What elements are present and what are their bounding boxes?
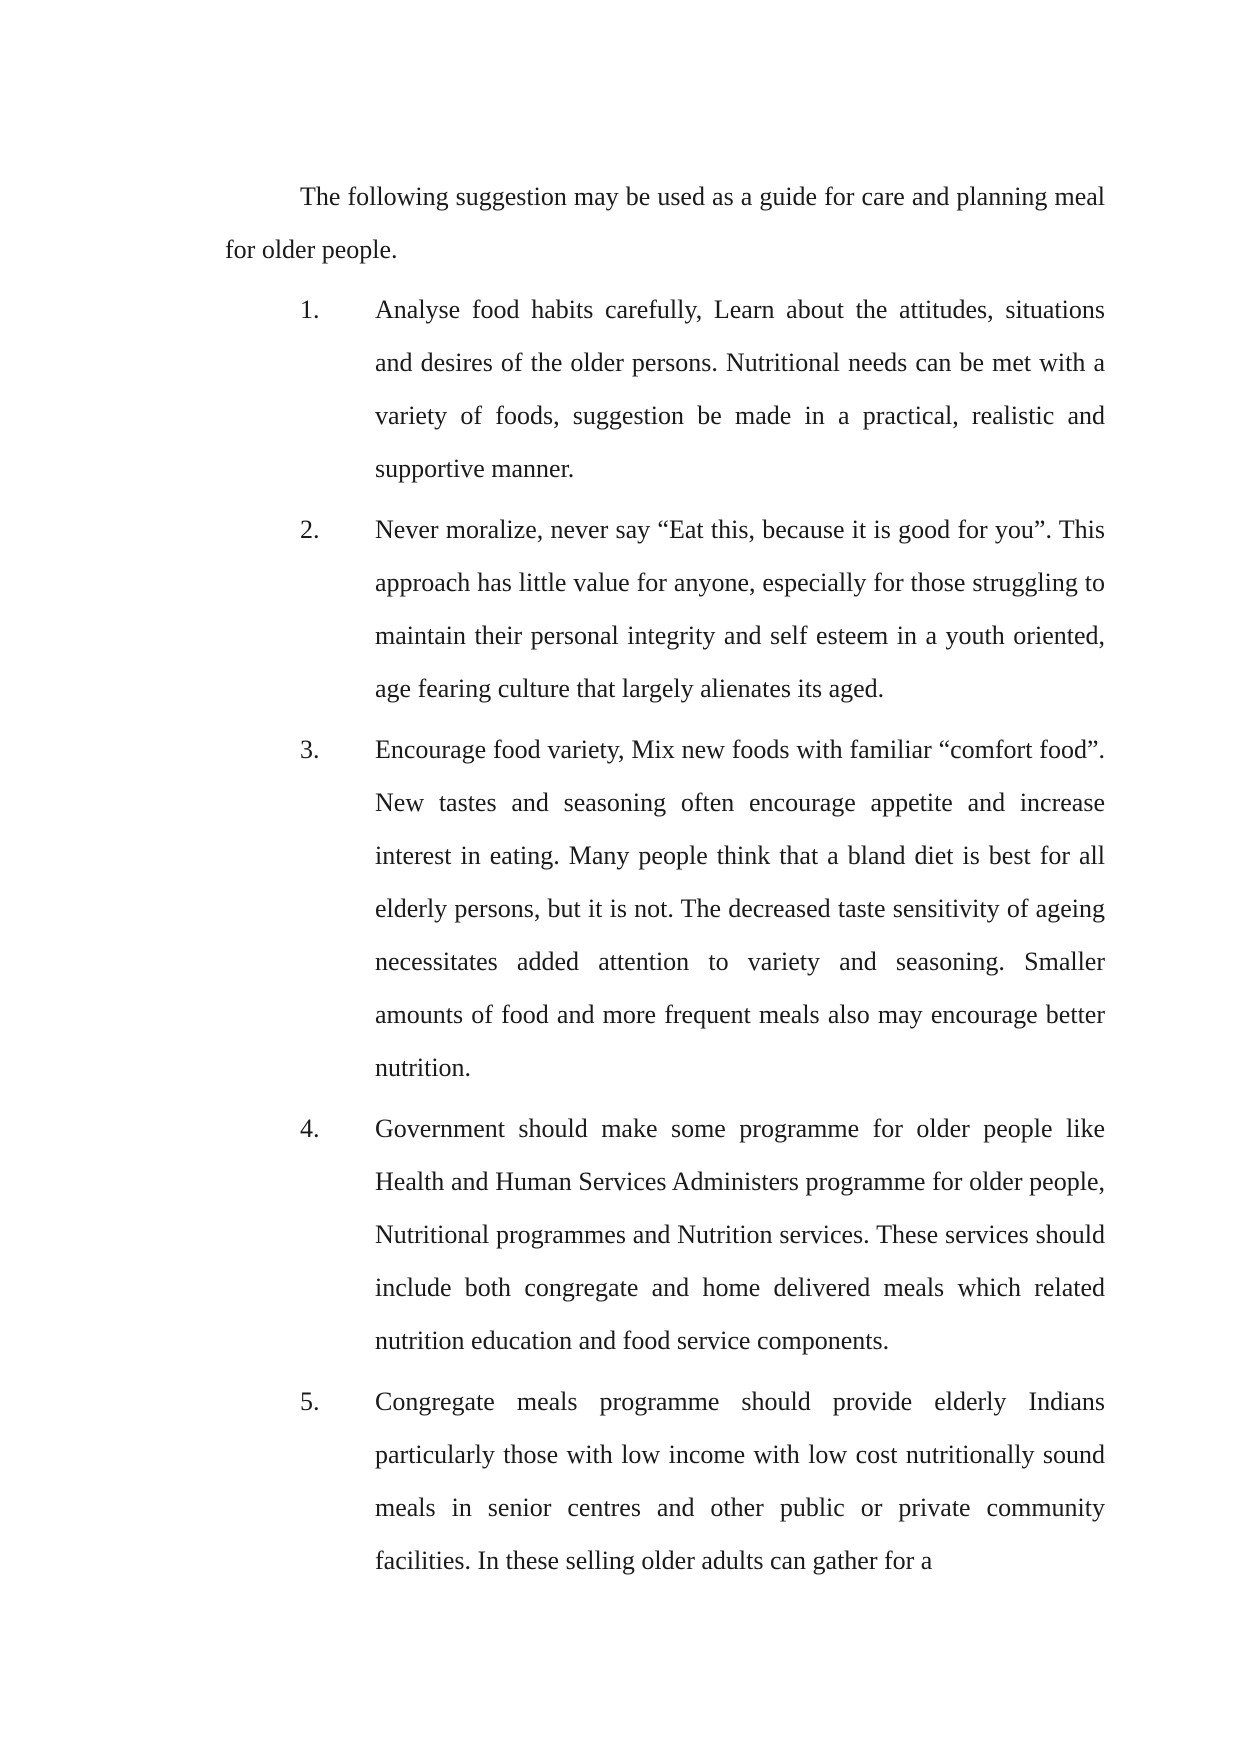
- list-item: [225, 723, 1105, 1094]
- item-number: 4.: [300, 1114, 320, 1143]
- item-text: Analyse food habits carefully, Learn about the attitudes, situations and desires of the older persons. Nutritional needs can be met with a variety of foods, suggestion be made in a practical, realistic and supportive manner.: [375, 295, 1105, 483]
- item-text: Congregate meals programme should provide elderly Indians particularly those with low income with low cost nutritionally sound meals in senior centres and other public or private community facilities. In these selling older adults can gather for a: [375, 1387, 1105, 1575]
- item-number: 1.: [300, 295, 320, 324]
- list-item: [225, 503, 1105, 715]
- item-number: 2.: [300, 515, 320, 544]
- item-text: Government should make some programme for older people like Health and Human Services Administers programme for older people, Nutritional programmes and Nutrition services. These services should include both congregate and home delivered meals which related nutrition education and food service components.: [375, 1114, 1105, 1355]
- item-number: 3.: [300, 735, 320, 764]
- suggestion-list: [225, 283, 1105, 1595]
- item-text: Never moralize, never say “Eat this, because it is good for you”. This approach has little value for anyone, especially for those struggling to maintain their personal integrity and self esteem in a youth oriented, age fearing culture that largely alienates its aged.: [375, 515, 1105, 703]
- item-number: 5.: [300, 1387, 320, 1416]
- list-item: [225, 1375, 1105, 1587]
- item-text: Encourage food variety, Mix new foods with familiar “comfort food”. New tastes and seasoning often encourage appetite and increase interest in eating. Many people think that a bland diet is best for all elderly persons, but it is not. The decreased taste sensitivity of ageing necessitates added attention to variety and seasoning. Smaller amounts of food and more frequent meals also may encourage better nutrition.: [375, 735, 1105, 1082]
- list-item: [225, 1102, 1105, 1367]
- list-item: [225, 283, 1105, 495]
- intro-paragraph: The following suggestion may be used as a guide for care and planning meal for older people.: [225, 182, 1105, 264]
